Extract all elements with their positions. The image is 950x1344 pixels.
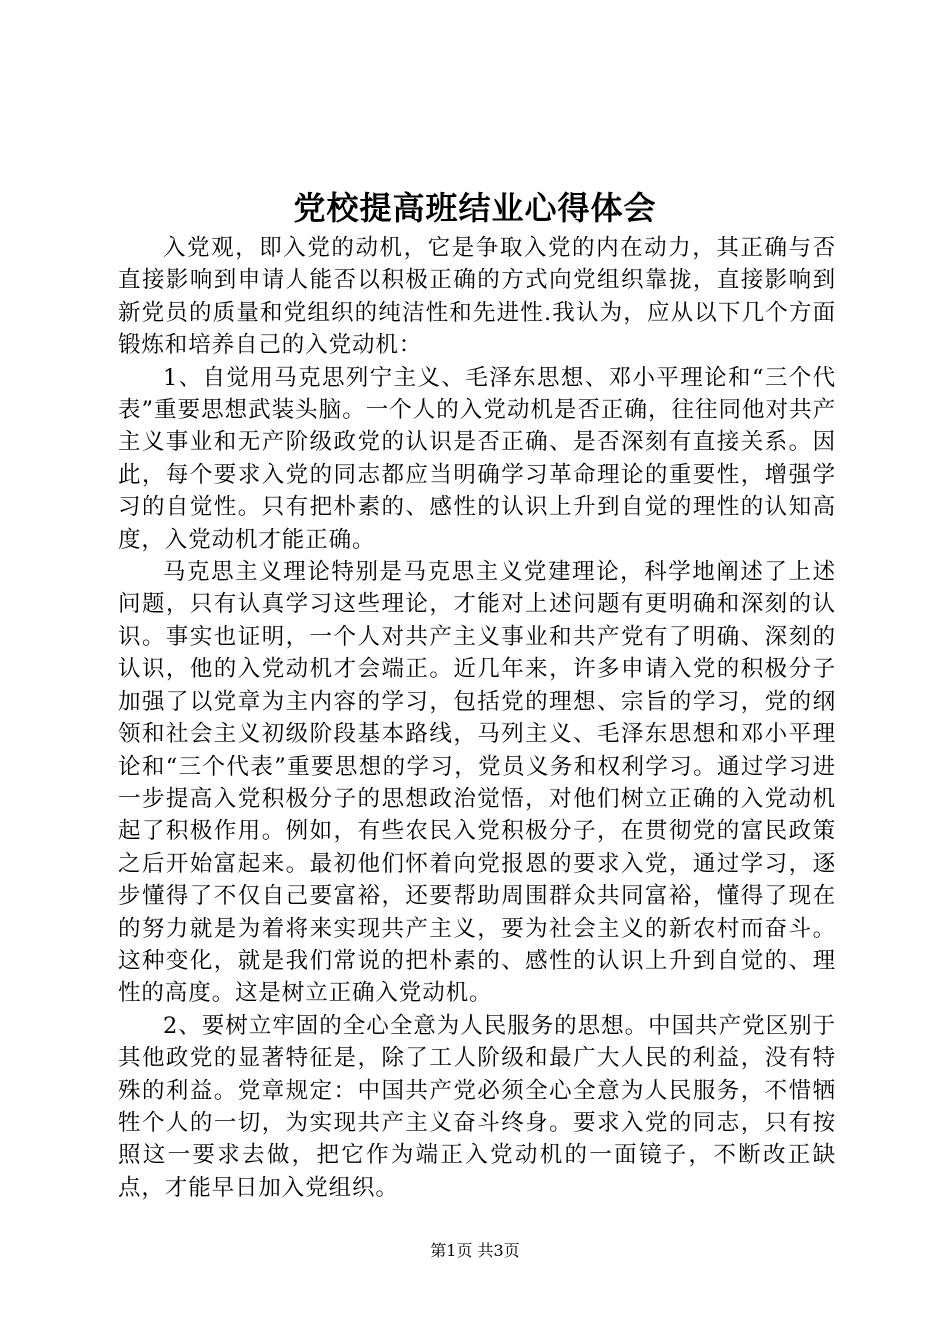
paragraph-intro: 入党观，即入党的动机，它是争取入党的内在动力，其正确与否直接影响到申请人能否以积极正确的方式向党组织靠拢，直接影响到新党员的质量和党组织的纯洁性和先进性.我认为，应从以下几个方面锻炼和培养自己的入党动机： <box>118 235 836 359</box>
paragraph-point-2: 2、要树立牢固的全心全意为人民服务的思想。中国共产党区别于其他政党的显著特征是，除了工人阶级和最广大人民的利益，没有特殊的利益。党章规定：中国共产党必须全心全意为人民服务，不惜牺牲个人的一切，为实现共产主义奋斗终身。要求入党的同志，只有按照这一要求去做，把它作为端正入党动机的一面镜子，不断改正缺点，才能早日加入党组织。 <box>118 1012 836 1201</box>
paragraph-point-1: 1、自觉用马克思列宁主义、毛泽东思想、邓小平理论和“三个代表”重要思想武装头脑。一个人的入党动机是否正确，往往同他对共产主义事业和无产阶级政党的认识是否正确、是否深刻有直接关系。因此，每个要求入党的同志都应当明确学习革命理论的重要性，增强学习的自觉性。只有把朴素的、感性的认识上升到自觉的理性的认知高度，入党动机才能正确。 <box>118 364 836 553</box>
document-body <box>118 232 836 1204</box>
document-title: 党校提高班结业心得体会 <box>293 189 657 227</box>
page-number-footer: 第1页 共3页 <box>430 1241 520 1260</box>
paragraph-marxism-theory: 马克思主义理论特别是马克思主义党建理论，科学地阐述了上述问题，只有认真学习这些理论，才能对上述问题有更明确和深刻的认识。事实也证明，一个人对共产主义事业和共产党有了明确、深刻的认识，他的入党动机才会端正。近几年来，许多申请入党的积极分子加强了以党章为主内容的学习，包括党的理想、宗旨的学习，党的纲领和社会主义初级阶段基本路线，马列主义、毛泽东思想和邓小平理论和“三个代表”重要思想的学习，党员义务和权利学习。通过学习进一步提高入党积极分子的思想政治觉悟，对他们树立正确的入党动机起了积极作用。例如，有些农民入党积极分子，在贯彻党的富民政策之后开始富起来。最初他们怀着向党报恩的要求入党，通过学习，逐步懂得了不仅自己要富裕，还要帮助周围群众共同富裕，懂得了现在的努力就是为着将来实现共产主义，要为社会主义的新农村而奋斗。这种变化，就是我们常说的把朴素的、感性的认识上升到自觉的、理性的高度。这是树立正确入党动机。 <box>118 559 836 1007</box>
